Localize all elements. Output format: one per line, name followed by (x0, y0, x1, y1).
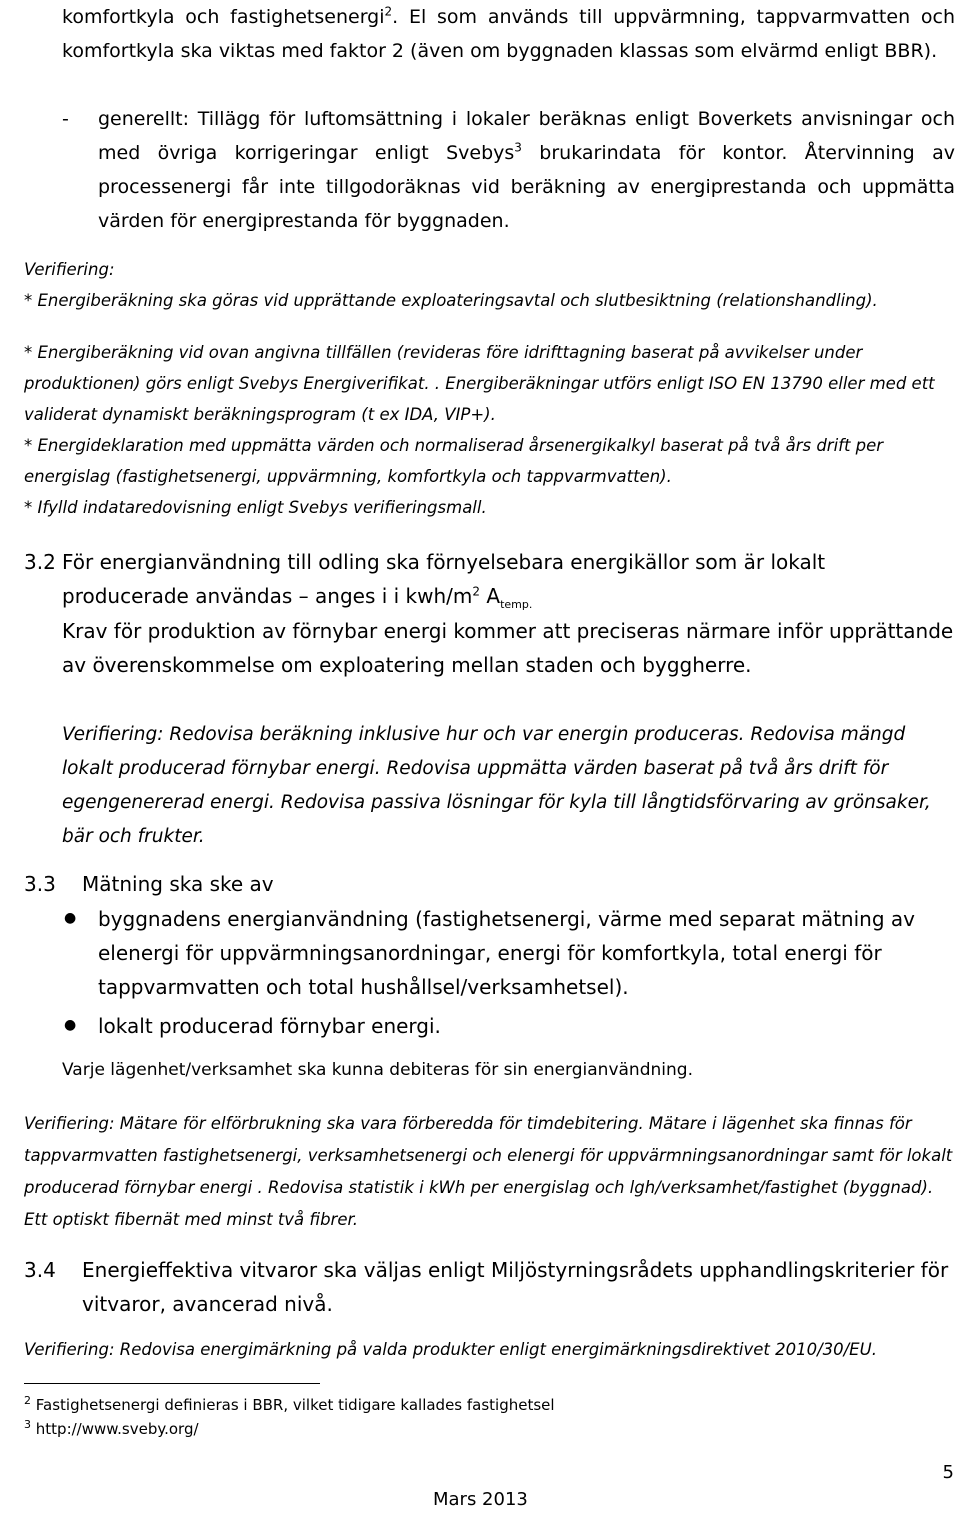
footnote-2 (24, 1394, 924, 1416)
footnote-separator (24, 1383, 320, 1384)
bullet-item: lokalt producerad förnybar energi. (98, 1014, 441, 1038)
verification-heading: Verifiering: (24, 260, 115, 279)
subscript: temp. (500, 598, 533, 611)
footnote-number: 2 (24, 1394, 31, 1407)
section-3-3-title: Mätning ska ske av (82, 872, 274, 896)
section-3-2-verification: Verifiering: Redovisa beräkning inklusive hur och var energin produceras. Redovisa mängd lokalt producerad förnybar energi. Redovisa uppmätta värden baserat på två års drift för egengenererad energi. Redovisa passiva lösningar för kyla till långtidsförvaring av grönsaker, bär och frukter. (62, 724, 931, 847)
verification-item: * Energiberäkning vid ovan angivna tillfällen (revideras före idrifttagning baserat på avvikelser under produktionen) görs enligt Svebys Energiverifikat. . Energiberäkningar utförs enligt ISO EN 13790 eller med ett validerat dynamiskt beräkningsprogram (t ex IDA, VIP+). (24, 343, 935, 424)
footnote-text: Fastighetsenergi definieras i BBR, vilket tidigare kallades fastighetsel (35, 1396, 555, 1414)
section-number: 3.4 (24, 1258, 56, 1282)
verification-item: * Energideklaration med uppmätta värden och normaliserad årsenergikalkyl baserat på två års drift per energislag (fastighetsenergi, uppvärmning, komfortkyla och tappvarmvatten). (24, 436, 884, 486)
section-3-4-verification: Verifiering: Redovisa energimärkning på valda produkter enligt energimärkningsdirektivet 2010/30/EU. (24, 1340, 877, 1359)
verification-item: * Energiberäkning ska göras vid upprättande exploateringsavtal och slutbesiktning (relationshandling). (24, 291, 878, 310)
footnote-3 (24, 1418, 924, 1440)
section-3-4-text: Energieffektiva vitvaror ska väljas enligt Miljöstyrningsrådets upphandlingskriterier för vitvaror, avancerad nivå. (82, 1258, 949, 1316)
section-3-2-text-b: A (480, 584, 501, 608)
bullet-icon: ● (64, 910, 77, 926)
footnote-ref-2[interactable]: 2 (384, 4, 393, 19)
footnote-number: 3 (24, 1418, 31, 1431)
section-3-2-text (62, 545, 955, 613)
verification-block-1 (24, 254, 955, 316)
section-3-2-text-c: Krav för produktion av förnybar energi kommer att preciseras närmare inför upprättande av överenskommelse om exploatering mellan staden och byggherre. (62, 619, 954, 677)
footer-date: Mars 2013 (433, 1489, 528, 1510)
section-3-3-note: Varje lägenhet/verksamhet ska kunna debiteras för sin energianvändning. (62, 1060, 693, 1080)
section-number: 3.2 (24, 550, 56, 574)
intro-text-a: komfortkyla och fastighetsenergi (62, 6, 385, 28)
page-number: 5 (942, 1462, 954, 1483)
bullet-icon: ● (64, 1017, 77, 1033)
section-3-3-verification: Verifiering: Mätare för elförbrukning ska vara förberedda för timdebitering. Mätare i lägenhet ska finnas för tappvarmvatten fastighetsenergi, verksamhetsenergi och elenergi för uppvärmningsanordningar samt för lokalt producerad förnybar energi . Redovisa statistik i kWh per energislag och lgh/verksamhet/fastighet (byggnad). Ett optiskt fibernät med minst två fibrer. (24, 1114, 953, 1229)
superscript: 2 (472, 584, 481, 599)
section-3-2-text-a: För energianvändning till odling ska förnyelsebara energikällor som är lokalt producerade användas – anges i i kwh/m (62, 550, 826, 608)
dash-text-a: generellt: Tillägg för luftomsättning i lokaler beräknas enligt Boverkets anvisningar och med övriga korrigeringar enligt Svebys (98, 108, 955, 164)
dash-item-paragraph (98, 102, 955, 238)
footnote-link[interactable]: http://www.sveby.org/ (35, 1420, 199, 1438)
intro-text-b: . El som används till uppvärmning, tappvarmvatten och komfortkyla ska viktas med faktor 2 (även om byggnaden klassas som elvärmd enligt BBR). (62, 6, 955, 62)
dash-text-b: brukarindata för kontor. Återvinning av processenergi får inte tillgodoräknas vid beräkning av energiprestanda och uppmätta värden för energiprestanda för byggnaden. (98, 142, 955, 232)
dash-marker: - (62, 108, 69, 130)
bullet-item: byggnadens energianvändning (fastighetsenergi, värme med separat mätning av elenergi för uppvärmningsanordningar, energi för komfortkyla, total energi för tappvarmvatten och total hushållsel/verksamhetsel). (98, 907, 915, 999)
section-number: 3.3 (24, 872, 56, 896)
footnote-ref-3[interactable]: 3 (514, 140, 522, 155)
intro-paragraph (62, 0, 955, 68)
verification-item: * Ifylld indataredovisning enligt Svebys verifieringsmall. (24, 498, 487, 517)
verification-block-1b (24, 337, 955, 523)
